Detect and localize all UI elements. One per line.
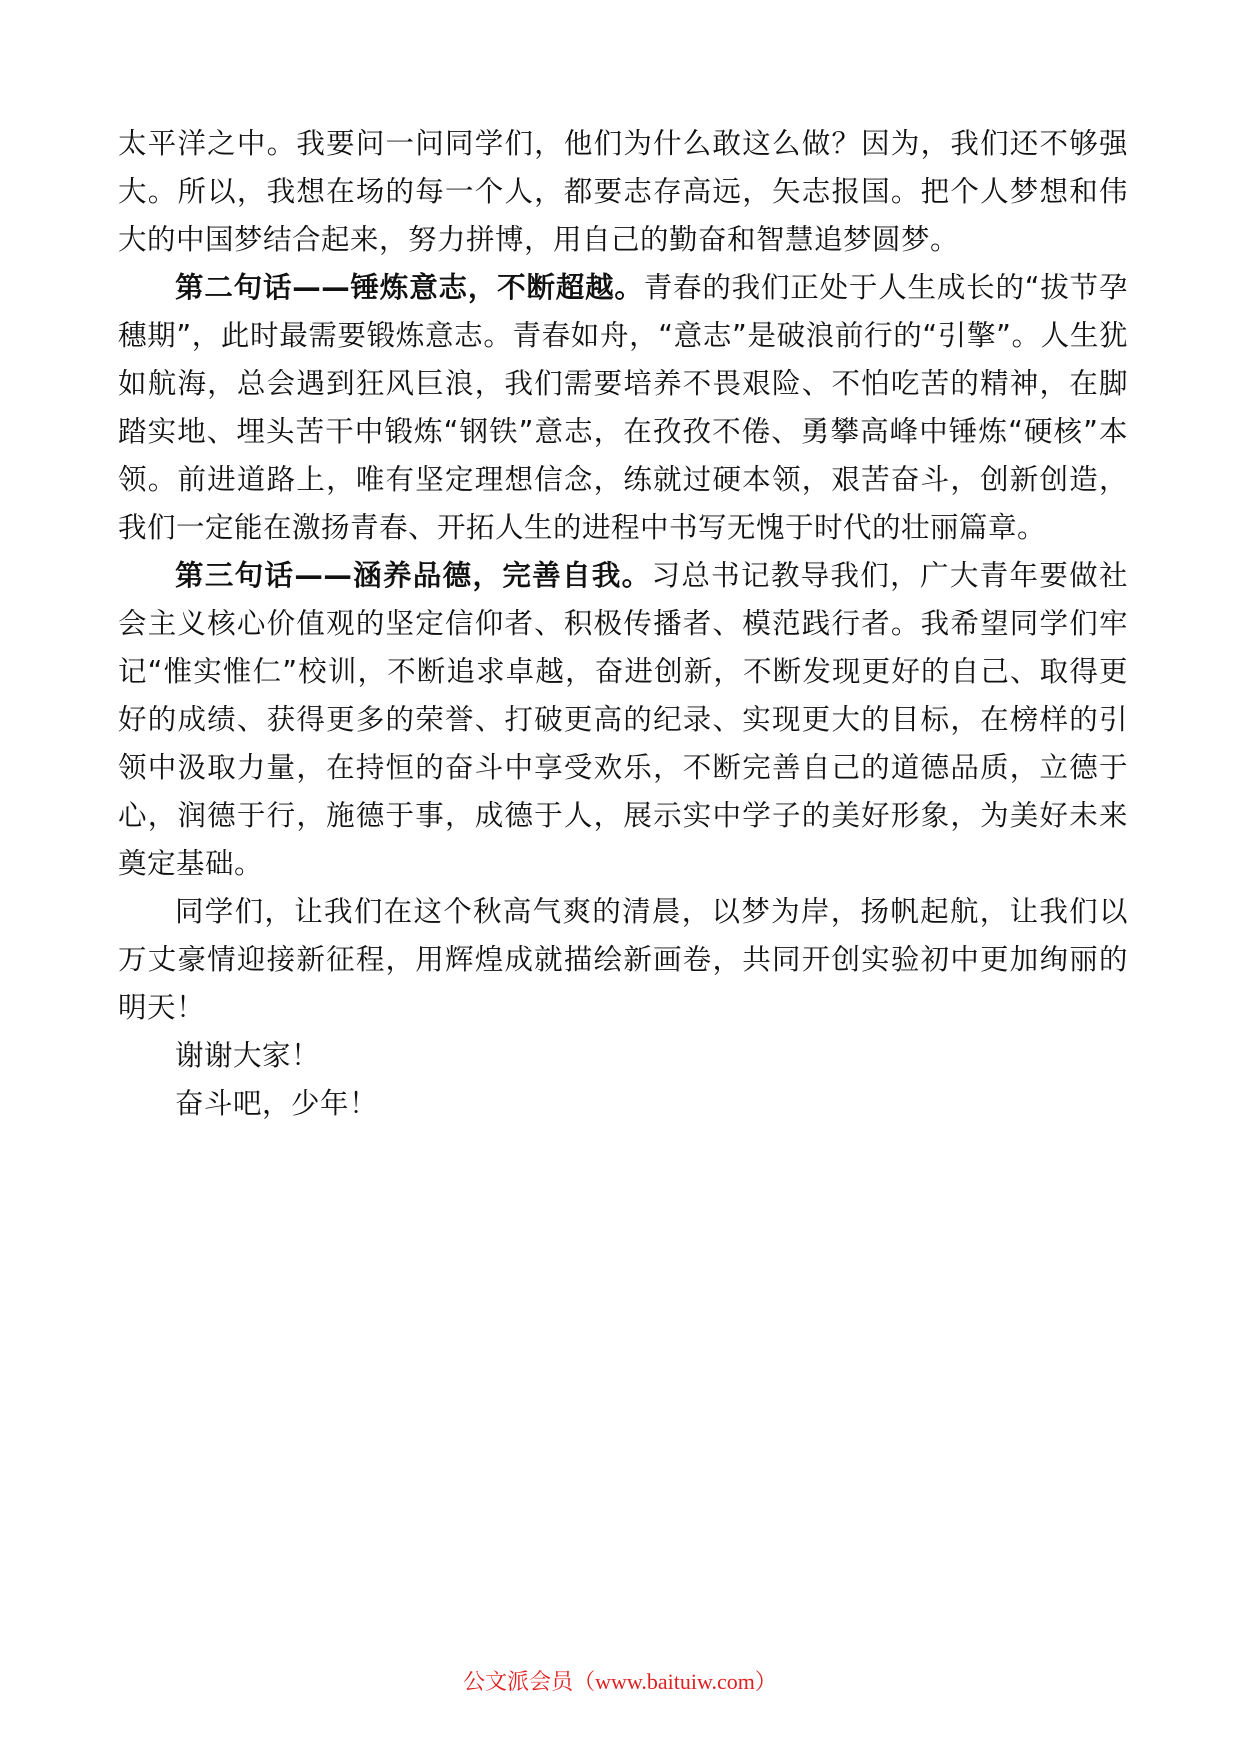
- paragraph-4: 同学们，让我们在这个秋高气爽的清晨，以梦为岸，扬帆起航，让我们以万丈豪情迎接新征程，用辉煌成就描绘新画卷，共同开创实验初中更加绚丽的明天！: [118, 895, 1128, 1024]
- paragraph-3-body: 习总书记教导我们，广大青年要做社会主义核心价值观的坚定信仰者、积极传播者、模范践行者。我希望同学们牢记“惟实惟仁”校训，不断追求卓越，奋进创新，不断发现更好的自己、取得更好的成绩、获得更多的荣誉、打破更高的纪录、实现更大的目标，在榜样的引领中汲取力量，在持恒的奋斗中享受欢乐，不断完善自己的道德品质，立德于心，润德于行，施德于事，成德于人，展示实中学子的美好形象，为美好未来奠定基础。: [118, 559, 1128, 880]
- paragraph-6: 奋斗吧，少年！: [175, 1087, 379, 1120]
- footer-watermark: 公文派会员（www.baituiw.com）: [463, 1669, 777, 1694]
- paragraph-2-body: 青春的我们正处于人生成长的“拔节孕穗期”，此时最需要锻炼意志。青春如舟，“意志”是破浪前行的“引擎”。人生犹如航海，总会遇到狂风巨浪，我们需要培养不畏艰险、不怕吃苦的精神，在脚踏实地、埋头苦干中锻炼“钢铁”意志，在孜孜不倦、勇攀高峰中锤炼“硬核”本领。前进道路上，唯有坚定理想信念，练就过硬本领，艰苦奋斗，创新创造，我们一定能在激扬青春、开拓人生的进程中书写无愧于时代的壮丽篇章。: [118, 271, 1128, 544]
- paragraph-3-heading: 第三句话——涵养品德，完善自我。: [175, 559, 652, 592]
- paragraph-2: [118, 264, 1128, 552]
- paragraph-2-heading: 第二句话——锤炼意志，不断超越。: [175, 271, 644, 304]
- paragraph-3: [118, 552, 1128, 888]
- paragraph-1: 太平洋之中。我要问一问同学们，他们为什么敢这么做？因为，我们还不够强大。所以，我想在场的每一个人，都要志存高远，矢志报国。把个人梦想和伟大的中国梦结合起来，努力拼博，用自己的勤奋和智慧追梦圆梦。: [118, 127, 1128, 256]
- paragraph-5: 谢谢大家！: [175, 1039, 321, 1072]
- document-body: [118, 120, 1128, 1128]
